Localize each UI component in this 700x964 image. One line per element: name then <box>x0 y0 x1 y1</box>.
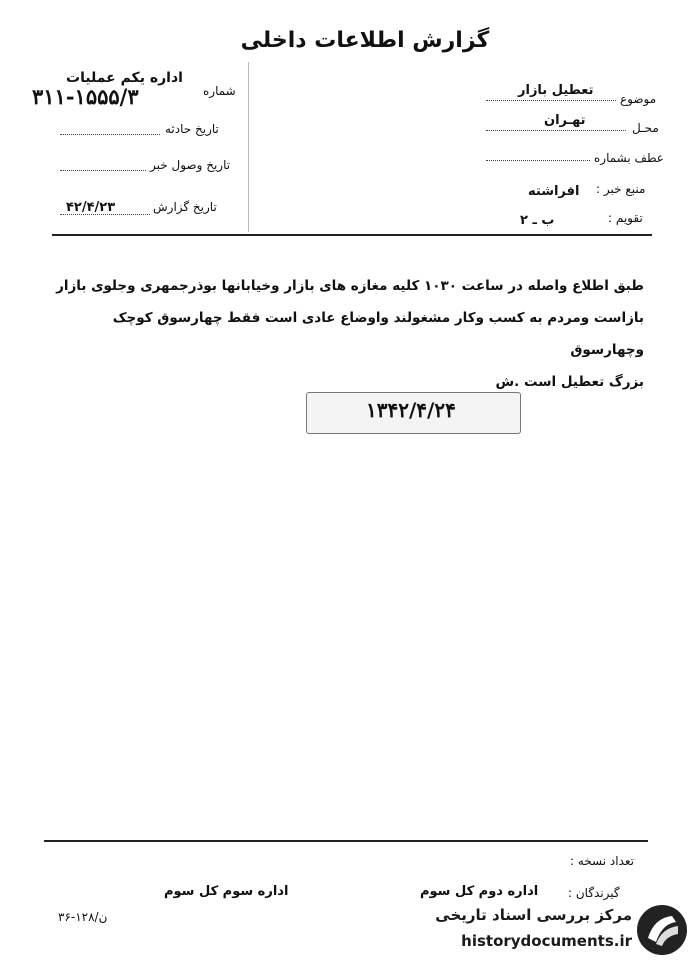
place-line <box>486 130 626 131</box>
place-label: محـل <box>632 121 659 135</box>
history-documents-logo-icon <box>636 904 688 956</box>
source-label: منبع خبر : <box>596 182 646 196</box>
news-received-label: تاریخ وصول خبر <box>150 158 231 172</box>
subject-line <box>486 100 616 101</box>
subject-label: موضوع <box>620 92 657 106</box>
place-value: تهـران <box>544 113 586 128</box>
recipients-label: گیرندگان : <box>568 886 620 900</box>
incident-date-line <box>60 134 160 135</box>
header-divider <box>248 62 249 232</box>
report-body <box>44 270 644 398</box>
body-line: بزرگ تعطیل است .ش <box>495 374 644 390</box>
recipient-1: اداره دوم کل سوم <box>420 884 539 899</box>
report-date-value: ۴۲/۴/۲۳ <box>66 200 116 215</box>
watermark-url: historydocuments.ir <box>461 932 632 950</box>
copies-label: تعداد نسخه : <box>570 854 635 868</box>
recipient-2: اداره سوم کل سوم <box>164 884 289 899</box>
reference-line <box>486 160 590 161</box>
document-title: گزارش اطلاعات داخلی <box>240 28 490 53</box>
body-line: طبق اطلاع واصله در ساعت ۱۰۳۰ کلیه مغازه های بازار وخیابانها بوذرجمهری وجلوی بازار <box>56 278 644 294</box>
source-value: افراشته <box>528 184 580 199</box>
assessment-value: ب ـ ۲ <box>520 213 555 228</box>
report-date-line <box>60 214 150 215</box>
watermark-name: مرکز بررسی اسناد تاریخی <box>435 906 632 924</box>
issuer-office: اداره یکم عملیات <box>66 70 183 86</box>
body-line: بازاست ومردم به کسب وکار مشغولند واوضاع عادی است فقط چهارسوق کوچک وچهارسوق <box>112 310 644 358</box>
number-label: شماره <box>203 84 236 98</box>
assessment-label: تقویم : <box>608 211 643 225</box>
incident-date-label: تاریخ حادثه <box>165 122 219 136</box>
header-rule <box>52 234 652 236</box>
number-value: ۳۱۱-۱۵۵۵/۳ <box>32 84 139 109</box>
report-date-label: تاریخ گزارش <box>153 200 217 214</box>
stamp-date: ۱۳۴۲/۴/۲۴ <box>366 398 456 422</box>
file-code: ۳۶-۱۲۸/ن <box>58 910 108 924</box>
watermark <box>410 900 696 960</box>
news-received-line <box>60 170 146 171</box>
subject-value: تعطیل بازار <box>518 83 594 98</box>
footer-rule <box>44 840 648 842</box>
reference-label: عطف بشماره <box>594 151 664 165</box>
